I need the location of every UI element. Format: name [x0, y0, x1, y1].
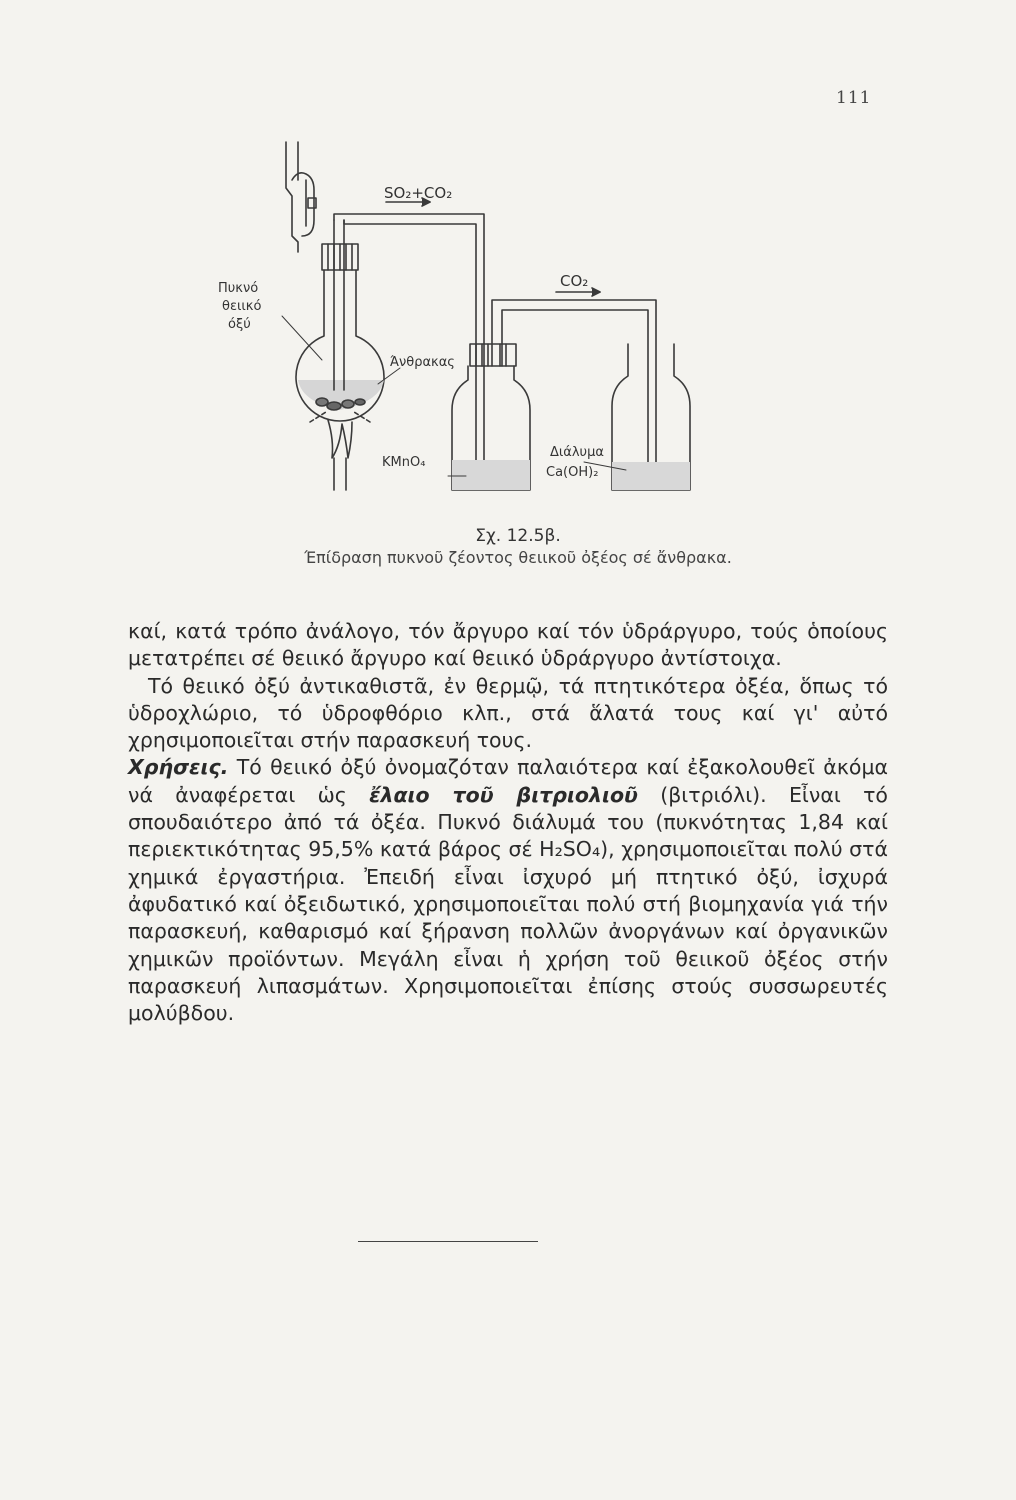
apparatus-diagram [210, 140, 730, 520]
paragraph-3 [128, 754, 888, 1027]
limewater-bottle [612, 344, 690, 490]
paragraph-3-part-b: (βιτριόλι). Εἶναι τό σπουδαιότερο ἀπό τά ὀξέα. Πυκνό διάλυμά του (πυκνότητας 1,84 καί περιεκτικότητας 95,5% κατά βάρος σέ H₂SO₄), χρησιμοποιεῖται πολύ στά χημικά ἐργαστήρια. Ἐπειδή εἶναι ἰσχυρό μή πτητικό ὀξύ, ἰσχυρά ἀφυδατικό καί ὀξειδωτικό, χρησιμοποιεῖται πολύ στή βιομηχανία γιά τήν παρασκευή, καθαρισμό καί ξήρανση πολλῶν ἀνοργάνων καί ὀργανικῶν χημικῶν προϊόντων. Μεγάλη εἶναι ἡ χρήση τοῦ θειικοῦ ὀξέος στήν παρασκευή λιπασμάτων. Χρησιμοποιεῖται ἐπίσης στούς συσσωρευτές μολύβδου. [128, 782, 888, 1026]
figure-caption-number: Σχ. 12.5β. [475, 526, 561, 546]
dropping-funnel [286, 142, 316, 252]
paragraph-1: καί, κατά τρόπο ἀνάλογο, τόν ἄργυρο καί τόν ὑδράργυρο, τούς ὁποίους μετατρέπει σέ θειικό ἄργυρο καί θειικό ὑδράργυρο ἀντίστοιχα. [128, 619, 888, 671]
burner [310, 412, 370, 490]
label-solution-2: Ca(OH)₂ [546, 465, 599, 480]
label-so2-co2: SO₂+CO₂ [384, 184, 453, 202]
uses-heading: Χρήσεις. [128, 755, 229, 780]
kmno4-bottle [452, 344, 530, 490]
figure-caption-text: Έπίδραση πυκνοῦ ζέοντος θειικοῦ ὀξέος σέ ἄνθρακα. [304, 548, 732, 567]
oil-of-vitriol-term: ἔλαιο τοῦ βιτριολιοῦ [369, 782, 638, 807]
boiling-flask [296, 220, 384, 421]
label-acid-3: όξύ [228, 317, 251, 332]
paragraph-3-part-a: Τό θειικό ὀξύ ὀνομαζόταν παλαιότερα καί ἐξακολουθεῖ ἀκόμα νά ἀναφέρεται ὡς [128, 755, 888, 807]
label-kmno4: KMnO₄ [382, 455, 426, 470]
footnote-rule [358, 1241, 538, 1242]
label-acid-2: θειικό [222, 299, 262, 314]
apparatus-figure [210, 140, 730, 520]
delivery-tube-1 [334, 214, 484, 484]
body-text [128, 618, 888, 1027]
label-co2: CO₂ [560, 272, 589, 290]
page-number: 111 [836, 88, 872, 108]
label-carbon: Άνθρακας [390, 355, 455, 370]
label-acid-1: Πυκνό [218, 281, 259, 296]
label-solution-1: Διάλυμα [550, 445, 604, 460]
paragraph-2: Τό θειικό ὀξύ ἀντικαθιστᾶ, ἐν θερμῷ, τά πτητικότερα ὀξέα, ὅπως τό ὑδροχλώριο, τό ὑδροφθόριο κλπ., στά ἅλατά τους καί γι' αὐτό χρησιμοποιεῖται στήν παρασκευή τους. [128, 673, 888, 753]
